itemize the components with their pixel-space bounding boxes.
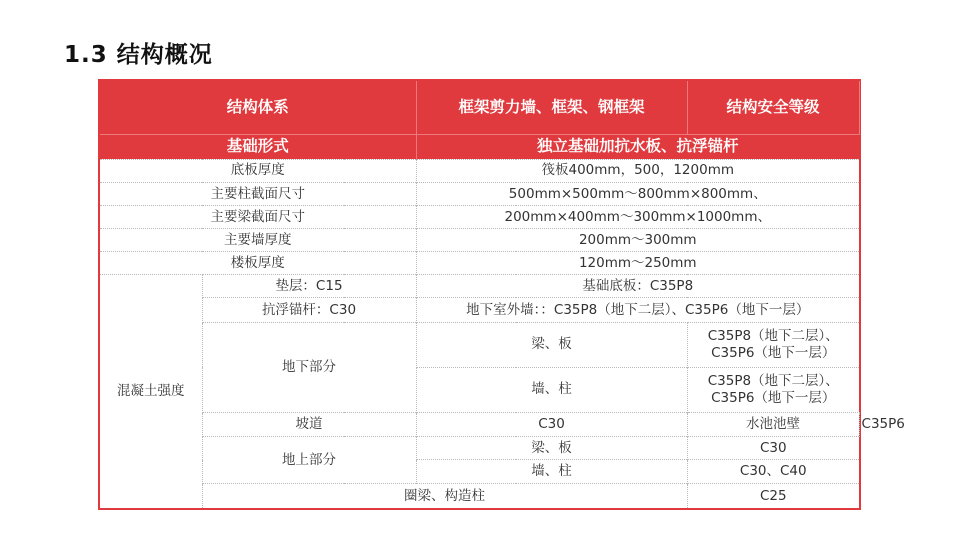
table-row (100, 252, 859, 275)
concrete-row-anchor (100, 298, 859, 322)
cushion-value: 基础底板：C35P8 (416, 275, 859, 298)
structure-system-value: 框架剪力墙、框架、钢框架 (416, 81, 687, 134)
ring-beam-value: C25 (687, 484, 859, 508)
table-row (100, 182, 859, 205)
structure-overview-table (98, 79, 905, 510)
ramp-label: 坡道 (202, 412, 416, 436)
safety-grade-label: 结构安全等级 (687, 81, 859, 134)
row-value: 200mm×400mm～300mm×1000mm、 (416, 206, 859, 229)
cushion-label: 垫层：C15 (202, 275, 416, 298)
row-label: 主要梁截面尺寸 (100, 206, 416, 229)
aboveground-beam-value: C30 (687, 437, 859, 460)
underground-beam-label: 梁、板 (416, 322, 687, 367)
row-label: 主要柱截面尺寸 (100, 182, 416, 205)
aboveground-wall-label: 墙、柱 (416, 460, 687, 484)
concrete-row-aboveground-beam (100, 437, 859, 460)
header-row-structure-system: 结构体系 框架剪力墙、框架、钢框架 结构安全等级 二级 (100, 81, 859, 134)
anchor-value: 地下室外墙：：C35P8（地下二层）、C35P6（地下一层） (416, 298, 859, 322)
row-value: 500mm×500mm～800mm×800mm、 (416, 182, 859, 205)
table-row (100, 229, 859, 252)
anchor-label: 抗浮锚杆：C30 (202, 298, 416, 322)
foundation-value: 独立基础加抗水板、抗浮锚杆 (416, 134, 859, 159)
row-label: 主要墙厚度 (100, 229, 416, 252)
aboveground-wall-value: C30、C40 (687, 460, 859, 484)
row-value: 筏板400mm，500，1200mm (416, 159, 859, 182)
row-value: 120mm～250mm (416, 252, 859, 275)
concrete-row-cushion (100, 275, 859, 298)
ramp-value: C30 (416, 412, 687, 436)
aboveground-beam-label: 梁、板 (416, 437, 687, 460)
concrete-strength-label: 混凝土强度 (100, 275, 202, 508)
underground-wall-value: C35P8（地下二层）、C35P6（地下一层） (687, 367, 859, 412)
row-label: 楼板厚度 (100, 252, 416, 275)
table-row (100, 159, 859, 182)
pool-wall-label: 水池池壁 (687, 412, 859, 436)
row-value: 200mm～300mm (416, 229, 859, 252)
underground-label: 地下部分 (202, 322, 416, 412)
concrete-row-ramp: 坡道 C30 水池池壁 C35P6 (100, 412, 859, 436)
aboveground-label: 地上部分 (202, 437, 416, 484)
ring-beam-label: 圈梁、构造柱 (202, 484, 687, 508)
underground-wall-label: 墙、柱 (416, 367, 687, 412)
foundation-label: 基础形式 (100, 134, 416, 159)
header-row-foundation (100, 134, 859, 159)
concrete-row-ring-beam (100, 484, 859, 508)
structure-system-label: 结构体系 (100, 81, 416, 134)
concrete-row-underground-beam (100, 322, 859, 367)
underground-beam-value: C35P8（地下二层）、C35P6（地下一层） (687, 322, 859, 367)
table-row (100, 206, 859, 229)
row-label: 底板厚度 (100, 159, 416, 182)
page-title: 1.3 结构概况 (64, 42, 213, 68)
